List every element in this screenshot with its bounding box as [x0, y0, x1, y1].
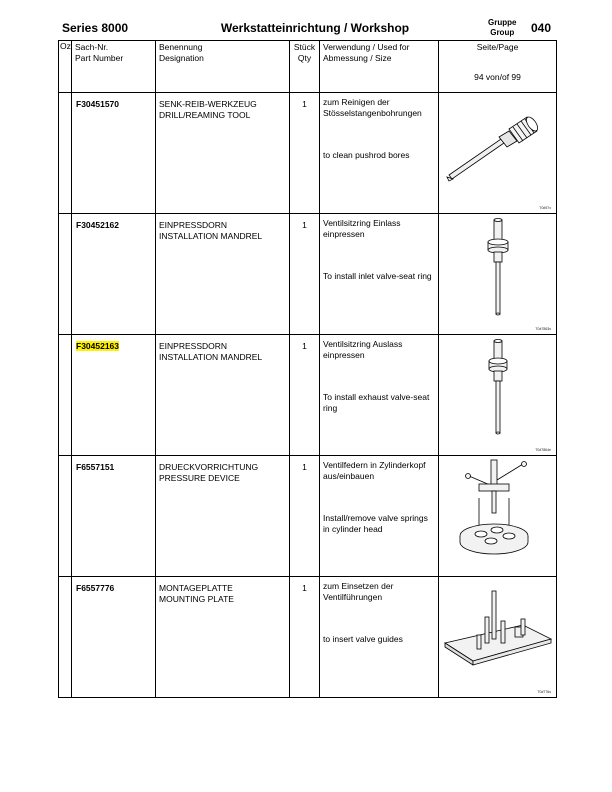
figure-id: T0#57x — [539, 206, 551, 210]
designation-en: INSTALLATION MANDREL — [159, 352, 263, 362]
designation-en: DRILL/REAMING TOOL — [159, 110, 251, 120]
designation-de: DRUECKVORRICHTUNG — [159, 462, 259, 472]
part-number-text: F30451570 — [76, 99, 120, 109]
header-designation — [156, 41, 290, 93]
header-part-de: Sach-Nr. — [75, 42, 109, 52]
designation-en: MOUNTING PLATE — [159, 594, 234, 604]
figure-id: T0#7863s — [535, 327, 551, 331]
page-count: 94 von/of 99 — [474, 72, 521, 82]
usage-de: Ventilsitzring Auslass einpressen — [323, 339, 403, 360]
header-part-number — [72, 41, 156, 93]
usage — [320, 335, 439, 456]
designation — [156, 93, 290, 214]
header-usage-2: Abmessung / Size — [323, 53, 392, 63]
header-designation-en: Designation — [159, 53, 204, 63]
designation-de: EINPRESSDORN — [159, 220, 228, 230]
part-number — [72, 577, 156, 698]
figure-id: T0#776s — [537, 690, 551, 694]
oz-cell — [59, 335, 72, 456]
oz-cell — [59, 577, 72, 698]
part-number-text-highlighted: F30452163 — [76, 341, 120, 351]
header-page-label: Seite/Page — [476, 42, 519, 52]
mounting-plate-illustration — [439, 577, 557, 691]
header-qty — [290, 41, 320, 93]
designation-en: PRESSURE DEVICE — [159, 473, 240, 483]
quantity: 1 — [290, 93, 320, 214]
part-number-text: F6557776 — [76, 583, 115, 593]
designation — [156, 335, 290, 456]
usage-en: Install/remove valve springs in cylinder head — [323, 513, 428, 534]
installation-mandrel-illustration — [439, 335, 557, 449]
part-number — [72, 335, 156, 456]
series-title: Series 8000 — [62, 21, 129, 35]
group-label-de: Gruppe — [488, 18, 517, 27]
designation-de: MONTAGEPLATTE — [159, 583, 233, 593]
group-number: 040 — [531, 21, 552, 35]
header-designation-de: Benennung — [159, 42, 203, 52]
figure-id: T0#7864e — [535, 448, 551, 452]
usage-de: Ventilfedern in Zylinderkopf aus/einbauen — [323, 460, 426, 481]
usage-en: to insert valve guides — [323, 634, 403, 644]
designation — [156, 214, 290, 335]
usage-de: Ventilsitzring Einlass einpressen — [323, 218, 401, 239]
designation-de: SENK-REIB-WERKZEUG — [159, 99, 257, 109]
quantity: 1 — [290, 335, 320, 456]
designation-de: EINPRESSDORN — [159, 341, 228, 351]
usage-en: To install exhaust valve-seat ring — [323, 392, 430, 413]
table-row — [59, 335, 557, 456]
usage — [320, 214, 439, 335]
usage-en: to clean pushrod bores — [323, 150, 410, 160]
designation — [156, 577, 290, 698]
oz-cell — [59, 214, 72, 335]
quantity: 1 — [290, 214, 320, 335]
header-usage — [320, 41, 439, 93]
group-label-en: Group — [490, 28, 515, 37]
designation-en: INSTALLATION MANDREL — [159, 231, 263, 241]
usage-de: zum Reinigen der Stösselstangenbohrungen — [323, 97, 422, 118]
part-number — [72, 456, 156, 577]
parts-table — [58, 40, 557, 698]
designation — [156, 456, 290, 577]
header-usage-1: Verwendung / Used for — [323, 42, 410, 52]
oz-cell — [59, 456, 72, 577]
oz-cell — [59, 93, 72, 214]
part-illustration-cell — [439, 214, 557, 335]
header-qty-de: Stück — [293, 42, 316, 52]
table-row — [59, 93, 557, 214]
group-label — [488, 18, 516, 38]
usage — [320, 93, 439, 214]
header-part-en: Part Number — [75, 53, 124, 63]
usage-en: To install inlet valve-seat ring — [323, 271, 432, 281]
page-title: Werkstatteinrichtung / Workshop — [220, 21, 410, 35]
pressure-device-illustration — [439, 456, 557, 570]
table-row — [59, 214, 557, 335]
part-illustration-cell — [439, 93, 557, 214]
part-number — [72, 93, 156, 214]
part-illustration-cell — [439, 335, 557, 456]
quantity: 1 — [290, 456, 320, 577]
table-row — [59, 577, 557, 698]
header-oz: Oz — [59, 41, 72, 93]
part-illustration-cell — [439, 577, 557, 698]
part-number-text: F30452162 — [76, 220, 120, 230]
header-qty-en: Qty — [297, 53, 312, 63]
table-header-row — [59, 41, 557, 93]
drill-reaming-tool-illustration — [439, 93, 557, 207]
header-page — [439, 41, 557, 93]
usage-de: zum Einsetzen der Ventilführungen — [323, 581, 394, 602]
part-number-text: F6557151 — [76, 462, 115, 472]
quantity: 1 — [290, 577, 320, 698]
part-illustration-cell — [439, 456, 557, 577]
usage — [320, 456, 439, 577]
installation-mandrel-illustration — [439, 214, 557, 328]
table-row — [59, 456, 557, 577]
part-number — [72, 214, 156, 335]
usage — [320, 577, 439, 698]
